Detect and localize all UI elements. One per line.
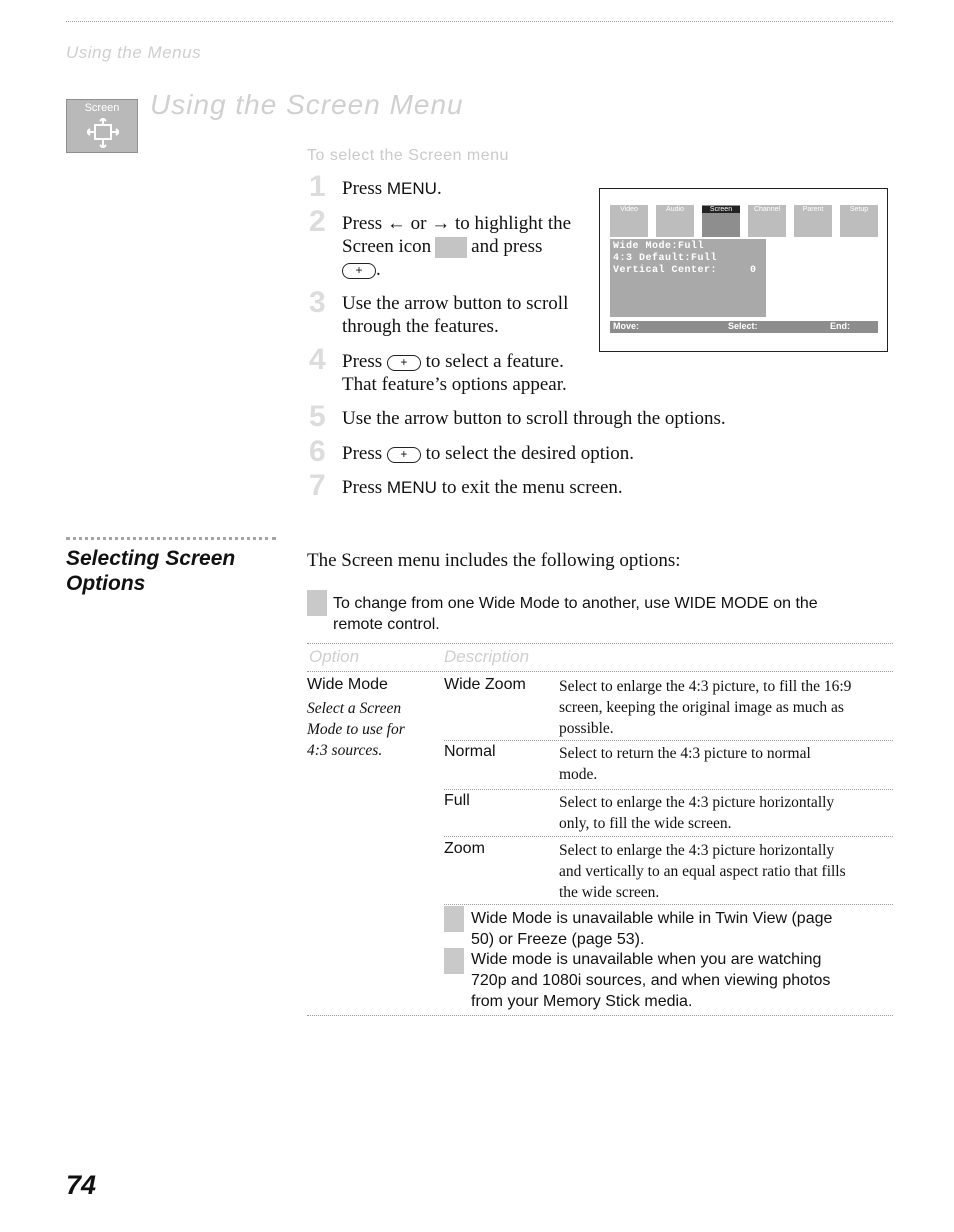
- step-number-1: 1: [309, 170, 326, 203]
- screen-menu-badge: [66, 99, 138, 153]
- table-bottom-rule: [307, 1015, 893, 1016]
- menu-line-vertical-value: 0: [750, 265, 757, 276]
- select-button-icon: +: [387, 355, 421, 371]
- row-rule: [444, 740, 893, 741]
- select-button-icon: +: [387, 447, 421, 463]
- select-button-icon: +: [342, 263, 376, 279]
- tab-video: Video: [610, 205, 648, 237]
- screen-menu-illustration: [599, 188, 888, 352]
- status-select: Select:: [728, 321, 758, 331]
- step-3-text: Use the arrow button to scroll through the features.: [342, 293, 569, 337]
- status-move: Move:: [613, 321, 640, 331]
- row-desc-full: Select to enlarge the 4:3 picture horizontally only, to fill the wide screen.: [559, 794, 835, 832]
- note-720p-1080i: Wide mode is unavailable when you are watching 720p and 1080i sources, and when viewing photos from your Memory Stick media.: [471, 951, 831, 1010]
- tab-setup: Setup: [840, 205, 878, 237]
- option-name: Wide Mode: [307, 676, 388, 693]
- step-number-6: 6: [309, 435, 326, 468]
- step-number-4: 4: [309, 343, 326, 376]
- tip-icon: [307, 590, 327, 616]
- step-4-text: Press + to select a feature. That feature’s options appear.: [342, 351, 567, 395]
- menu-status-bar: [610, 321, 878, 333]
- section-intro: The Screen menu includes the following options:: [307, 550, 681, 571]
- page-number: 74: [66, 1170, 97, 1200]
- menu-line-wide-mode: Wide Mode:Full: [613, 241, 705, 252]
- tab-screen: Screen: [702, 205, 740, 237]
- status-end: End:: [830, 321, 850, 331]
- column-header-option: Option: [309, 647, 360, 666]
- running-header: Using the Menus: [66, 43, 202, 62]
- step-7-text: Press MENU to exit the menu screen.: [342, 477, 623, 498]
- badge-label: Screen: [84, 102, 120, 114]
- section-heading: Selecting Screen Options: [66, 547, 236, 595]
- row-name-zoom: Zoom: [444, 840, 485, 857]
- step-number-3: 3: [309, 286, 326, 319]
- step-5-text: Use the arrow button to scroll through the options.: [342, 408, 726, 429]
- menu-tab-bar: [610, 205, 878, 237]
- step-number-7: 7: [309, 469, 326, 502]
- tip-text: To change from one Wide Mode to another, use WIDE MODE on the remote control.: [333, 595, 818, 633]
- step-number-2: 2: [309, 205, 326, 238]
- step-1-text: Press MENU.: [342, 178, 442, 199]
- menu-line-vertical-center: Vertical Center:: [613, 265, 718, 276]
- row-desc-normal: Select to return the 4:3 picture to normal mode.: [559, 745, 811, 783]
- row-desc-wide-zoom: Select to enlarge the 4:3 picture, to fill the 16:9 screen, keeping the original image as much as possible.: [559, 678, 852, 737]
- note-twin-view: Wide Mode is unavailable while in Twin View (page 50) or Freeze (page 53).: [471, 910, 833, 948]
- screen-icon: [87, 118, 119, 148]
- row-name-full: Full: [444, 792, 470, 809]
- option-description: Select a Screen Mode to use for 4:3 sources.: [307, 700, 405, 759]
- step-number-5: 5: [309, 400, 326, 433]
- menu-line-default: 4:3 Default:Full: [613, 253, 718, 264]
- page-title: Using the Screen Menu: [150, 89, 464, 120]
- note-icon: [444, 906, 464, 932]
- row-rule: [444, 836, 893, 837]
- table-header-rule: [307, 671, 893, 672]
- row-name-normal: Normal: [444, 743, 496, 760]
- step-2-text: Press ← or → to highlight the Screen icon and press + .: [342, 213, 572, 281]
- column-header-description: Description: [444, 647, 530, 666]
- section-rule: [66, 537, 276, 540]
- row-rule: [444, 789, 893, 790]
- screen-icon-inline: [435, 237, 467, 258]
- tab-channel: Channel: [748, 205, 786, 237]
- row-rule: [444, 904, 893, 905]
- top-rule: [66, 21, 893, 22]
- procedure-subtitle: To select the Screen menu: [307, 147, 509, 164]
- table-top-rule: [307, 643, 893, 644]
- tab-audio: Audio: [656, 205, 694, 237]
- menu-options-list: [610, 239, 766, 317]
- tab-parent: Parent: [794, 205, 832, 237]
- row-desc-zoom: Select to enlarge the 4:3 picture horizontally and vertically to an equal aspect ratio that fills the wide screen.: [559, 842, 846, 901]
- note-icon: [444, 948, 464, 974]
- step-6-text: Press + to select the desired option.: [342, 443, 635, 464]
- row-name-wide-zoom: Wide Zoom: [444, 676, 526, 693]
